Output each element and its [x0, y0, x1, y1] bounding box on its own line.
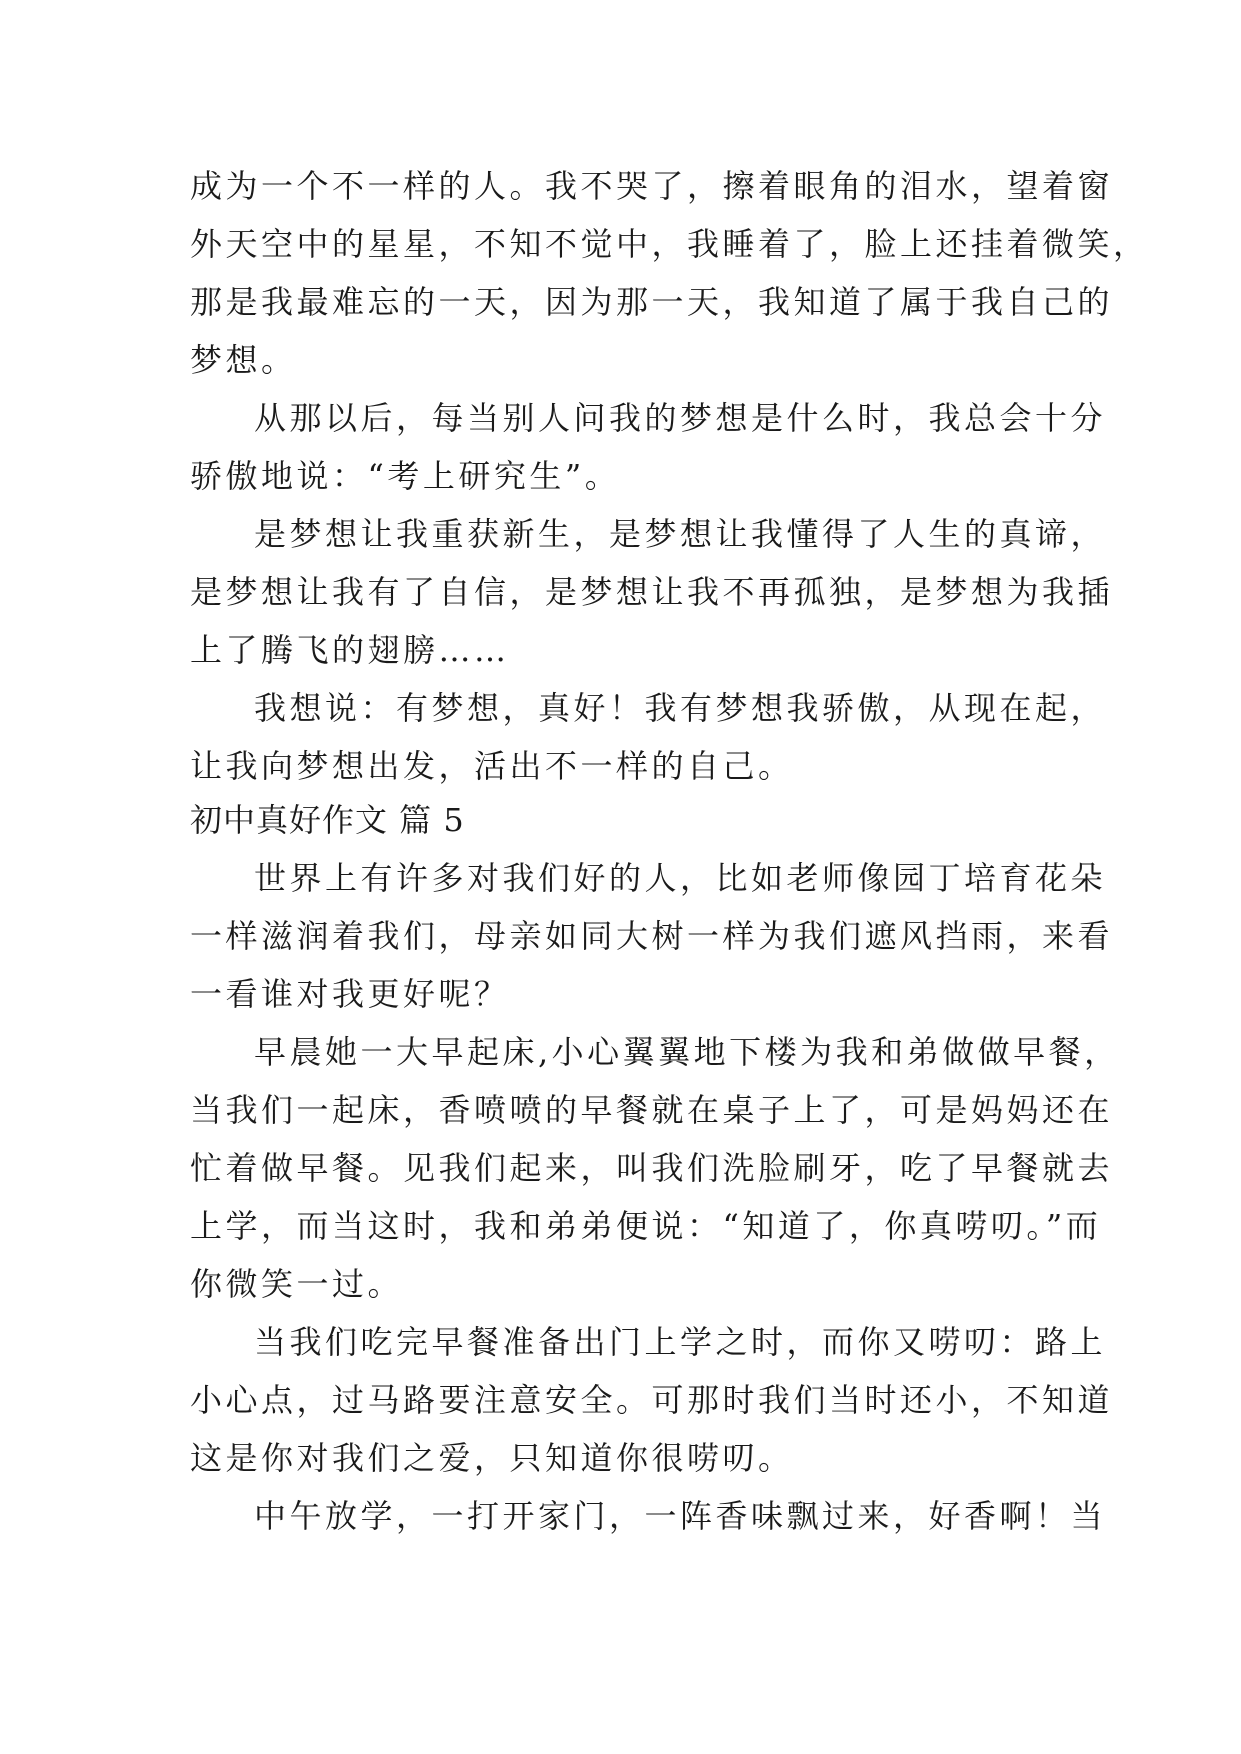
paragraph-first-line: 当我们吃完早餐准备出门上学之时，而你又唠叨：路上	[254, 1323, 1107, 1361]
text-line: 梦想。	[190, 341, 297, 379]
text-line: 骄傲地说：“考上研究生”。	[190, 457, 621, 495]
text-line: 你微笑一过。	[190, 1265, 404, 1303]
text-line: 一看谁对我更好呢？	[190, 975, 510, 1013]
paragraph-first-line: 世界上有许多对我们好的人，比如老师像园丁培育花朵	[254, 859, 1107, 897]
text-line: 这是你对我们之爱，只知道你很唠叨。	[190, 1439, 794, 1477]
paragraph-first-line: 中午放学，一打开家门，一阵香味飘过来，好香啊！当	[254, 1497, 1107, 1535]
text-line: 让我向梦想出发，活出不一样的自己。	[190, 747, 794, 785]
text-line: 小心点，过马路要注意安全。可那时我们当时还小，不知道	[190, 1381, 1114, 1419]
paragraph-first-line: 早晨她一大早起床,小心翼翼地下楼为我和弟做做早餐，	[254, 1033, 1120, 1071]
paragraph-first-line: 从那以后，每当别人问我的梦想是什么时，我总会十分	[254, 399, 1107, 437]
text-line: 一样滋润着我们，母亲如同大树一样为我们遮风挡雨，来看	[190, 917, 1114, 955]
text-line: 当我们一起床，香喷喷的早餐就在桌子上了，可是妈妈还在	[190, 1091, 1114, 1129]
text-line: 外天空中的星星，不知不觉中，我睡着了，脸上还挂着微笑，	[190, 225, 1149, 263]
section-heading: 初中真好作文 篇 5	[190, 801, 465, 839]
text-line: 是梦想让我有了自信，是梦想让我不再孤独，是梦想为我插	[190, 573, 1114, 611]
text-line: 成为一个不一样的人。我不哭了，擦着眼角的泪水，望着窗	[190, 167, 1114, 205]
text-line: 上学，而当这时，我和弟弟便说：“知道了，你真唠叨。”而	[190, 1207, 1102, 1245]
text-line: 那是我最难忘的一天，因为那一天，我知道了属于我自己的	[190, 283, 1114, 321]
text-line: 忙着做早餐。见我们起来，叫我们洗脸刷牙，吃了早餐就去	[190, 1149, 1114, 1187]
text-line: 上了腾飞的翅膀……	[190, 631, 510, 669]
paragraph-first-line: 是梦想让我重获新生，是梦想让我懂得了人生的真谛，	[254, 515, 1107, 553]
paragraph-first-line: 我想说：有梦想，真好！我有梦想我骄傲，从现在起，	[254, 689, 1107, 727]
